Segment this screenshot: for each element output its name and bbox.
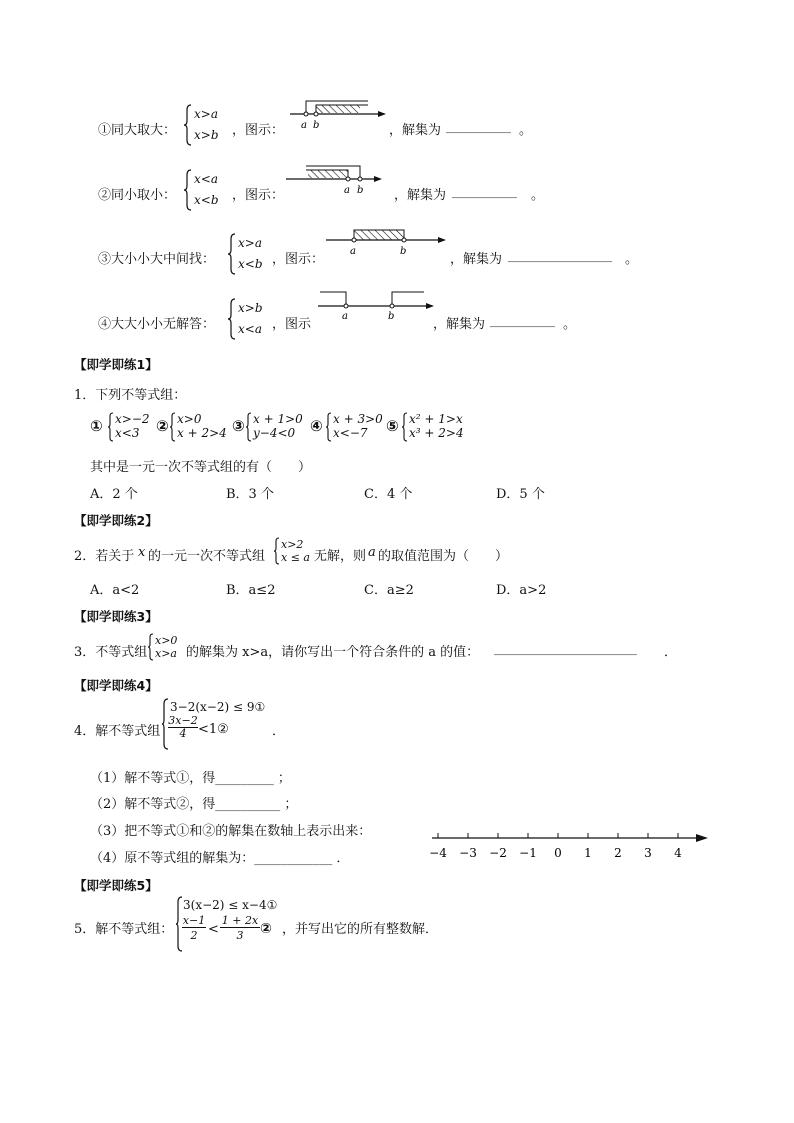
rule-2-end: 。 — [531, 188, 545, 203]
q5-post: ，并写出它的所有整数解． — [282, 922, 439, 937]
q5-fraction-1-numerator: x−1 — [182, 914, 206, 927]
rule-3-fig-label: ，图示： — [272, 252, 325, 267]
rule-3-line-2: x<b — [238, 257, 263, 271]
brace-icon — [148, 633, 154, 661]
q4-part-3: （3）把不等式①和②的解集在数轴上表示出来： — [90, 824, 372, 839]
rule-4-number-line — [318, 288, 438, 324]
rule-2-system — [184, 169, 234, 211]
q4-end: ． — [272, 724, 286, 739]
brace-icon — [326, 412, 332, 442]
rule-3-line-1: x>a — [238, 236, 262, 250]
q4-number-line[interactable] — [428, 828, 712, 866]
q5-circle-2: ② — [260, 921, 272, 937]
q2-option-c[interactable]: C．a≥2 — [364, 583, 414, 598]
q1-system-4-number: ④ — [310, 417, 323, 435]
rule-4-fig-label: ，图示 — [272, 317, 312, 332]
q4-part-4[interactable]: （4）原不等式组的解集为：____________ ． — [90, 851, 350, 866]
rule-4-point-a: a — [342, 311, 348, 322]
q1-system-1-line-1: x>−2 — [115, 412, 150, 426]
q1-system-5-number: ⑤ — [386, 417, 399, 435]
q1-system-1 — [108, 412, 158, 442]
rule-4-answer-label: ，解集为 — [433, 317, 486, 332]
q1-system-5-line-2: x³ + 2>4 — [409, 426, 464, 440]
q2-option-d[interactable]: D．a>2 — [496, 583, 547, 598]
q5-fraction-1 — [182, 915, 206, 942]
q1-system-2-line-2: x + 2>4 — [177, 426, 227, 440]
q5-fraction-2 — [220, 915, 260, 942]
q1-system-2-line-1: x>0 — [177, 412, 202, 426]
q3-system-line-2: x>a — [155, 647, 177, 660]
q4-part-2[interactable]: （2）解不等式②，得__________ ； — [90, 797, 298, 812]
q4-fraction-denominator: 4 — [168, 727, 198, 740]
q1-system-2 — [170, 412, 240, 442]
q1-question: 其中是一元一次不等式组的有（ ） — [90, 460, 312, 475]
q4-number-line-tick-label: −2 — [489, 846, 507, 860]
q4-system-line-1: 3−2(x−2) ≤ 9① — [170, 700, 266, 714]
rule-3-point-a: a — [350, 246, 356, 257]
rule-2-number-line — [286, 160, 386, 196]
rule-3-answer-label: ，解集为 — [450, 252, 503, 267]
rule-1-line-1: x>a — [194, 107, 218, 121]
rule-3-point-b: b — [400, 246, 407, 257]
q5-less-than: < — [208, 922, 219, 937]
rule-2-label: ②同小取小： — [98, 188, 177, 203]
q1-option-c[interactable]: C．4 个 — [364, 487, 413, 502]
q2-variable-x: x — [138, 545, 146, 560]
rule-1-system — [184, 104, 234, 146]
rule-2-fig-label: ，图示： — [232, 188, 285, 203]
rule-2-point-a: a — [344, 185, 350, 196]
q2-system-line-2: x ≤ a — [281, 551, 310, 564]
rule-4-line-2: x<a — [238, 322, 262, 336]
rule-2-line-2: x<b — [194, 193, 219, 207]
rule-1-answer-label: ，解集为 — [389, 123, 442, 138]
q3-system — [148, 633, 188, 661]
q2-post-1: 无解，则 — [314, 549, 367, 564]
q4-system-line-2-tail: <1② — [198, 722, 229, 737]
q3-system-line-1: x>0 — [155, 634, 178, 647]
q1-system-4-line-1: x + 3>0 — [333, 412, 383, 426]
practice-1-header: 【即学即练1】 — [74, 357, 158, 372]
q4-fraction-numerator: 3x−2 — [168, 714, 198, 727]
q2-system — [274, 537, 316, 565]
q1-system-1-number: ① — [90, 417, 103, 435]
rule-4-system — [228, 298, 278, 340]
q4-number-line-tick-label: −1 — [519, 846, 537, 860]
rule-1-point-a: a — [301, 120, 307, 131]
rule-1-blank[interactable]: __________ — [446, 119, 511, 134]
rule-2-line-1: x<a — [194, 172, 218, 186]
brace-icon — [170, 412, 176, 442]
rule-1-number-line — [290, 95, 390, 131]
q2-prefix: 2．若关于 — [74, 549, 135, 564]
rule-2-blank[interactable]: __________ — [452, 184, 517, 199]
q1-stem: 1．下列不等式组： — [74, 388, 187, 403]
rule-3-blank[interactable]: ________________ — [508, 248, 612, 263]
q2-post-2: 的取值范围为（ ） — [378, 549, 509, 564]
rule-3-number-line — [326, 224, 450, 260]
q4-prefix: 4．解不等式组 — [74, 724, 161, 739]
q1-system-3-line-1: x + 1>0 — [253, 412, 303, 426]
q1-system-2-number: ② — [156, 417, 169, 435]
rule-4-line-1: x>b — [238, 301, 263, 315]
rule-1-end: 。 — [519, 123, 533, 138]
brace-icon — [228, 233, 236, 275]
q1-system-1-line-2: x<3 — [115, 426, 140, 440]
q1-system-4-line-2: x<−7 — [333, 426, 368, 440]
practice-2-header: 【即学即练2】 — [74, 513, 158, 528]
q3-end: ． — [664, 645, 678, 660]
rule-2-point-b: b — [357, 185, 364, 196]
practice-3-header: 【即学即练3】 — [74, 609, 158, 624]
rule-2-answer-label: ，解集为 — [394, 188, 447, 203]
q4-system — [162, 698, 282, 750]
q4-number-line-tick-label: 4 — [674, 846, 682, 860]
brace-icon — [274, 537, 280, 565]
practice-4-header: 【即学即练4】 — [74, 678, 158, 693]
q3-answer-blank[interactable]: ______________________ — [494, 641, 637, 656]
q4-number-line-tick-label: −4 — [429, 846, 447, 860]
q1-system-3-line-2: y−4<0 — [253, 426, 296, 440]
brace-icon — [184, 169, 192, 211]
rule-4-label: ④大大小小无解答： — [98, 317, 216, 332]
q4-part-1[interactable]: （1）解不等式①，得_________ ； — [90, 771, 291, 786]
rule-3-label: ③大小小大中间找： — [98, 252, 216, 267]
q4-number-line-tick-label: 1 — [584, 846, 592, 860]
q4-fraction — [168, 715, 198, 740]
rule-4-blank[interactable]: __________ — [490, 313, 555, 328]
brace-icon — [246, 412, 252, 442]
q4-number-line-tick-label: 2 — [614, 846, 622, 860]
q4-number-line-tick-label: 0 — [554, 846, 562, 860]
q1-system-5 — [402, 412, 482, 442]
q2-option-a[interactable]: A．a<2 — [90, 583, 140, 598]
q5-system-line-1: 3(x−2) ≤ x−4① — [183, 898, 278, 912]
q5-fraction-1-denominator: 2 — [182, 927, 206, 942]
q1-option-b[interactable]: B．3 个 — [226, 487, 274, 502]
q1-system-5-line-1: x² + 1>x — [409, 412, 463, 426]
q5-fraction-2-numerator: 1 + 2x — [221, 914, 259, 927]
q5-fraction-2-denominator: 3 — [220, 927, 260, 942]
q2-option-b[interactable]: B．a≤2 — [226, 583, 276, 598]
brace-icon — [402, 412, 408, 442]
brace-icon — [108, 412, 114, 442]
rule-1-label: ①同大取大： — [98, 123, 177, 138]
q3-prefix: 3．不等式组 — [74, 645, 148, 660]
q1-option-a[interactable]: A．2 个 — [90, 487, 138, 502]
rule-4-end: 。 — [563, 317, 577, 332]
q1-option-d[interactable]: D．5 个 — [496, 487, 545, 502]
rule-3-end: 。 — [625, 252, 639, 267]
q2-system-line-1: x>2 — [281, 538, 304, 551]
q5-system — [176, 896, 296, 952]
brace-icon — [228, 298, 236, 340]
q3-post: 的解集为 x>a，请你写出一个符合条件的 a 的值： — [186, 645, 480, 660]
rule-3-system — [228, 233, 278, 275]
q1-system-3 — [246, 412, 318, 442]
rule-1-line-2: x>b — [194, 128, 219, 142]
q5-prefix: 5．解不等式组： — [74, 922, 174, 937]
q2-variable-a: a — [368, 545, 376, 560]
q4-number-line-tick-label: −3 — [459, 846, 477, 860]
q1-system-3-number: ③ — [232, 417, 245, 435]
brace-icon — [184, 104, 192, 146]
q1-systems — [90, 412, 570, 442]
rule-1-point-b: b — [313, 120, 320, 131]
rule-1-fig-label: ，图示： — [232, 123, 285, 138]
practice-5-header: 【即学即练5】 — [74, 878, 158, 893]
q4-number-line-tick-label: 3 — [644, 846, 652, 860]
q2-middle: 的一元一次不等式组 — [148, 549, 266, 564]
rule-4-point-b: b — [388, 311, 395, 322]
